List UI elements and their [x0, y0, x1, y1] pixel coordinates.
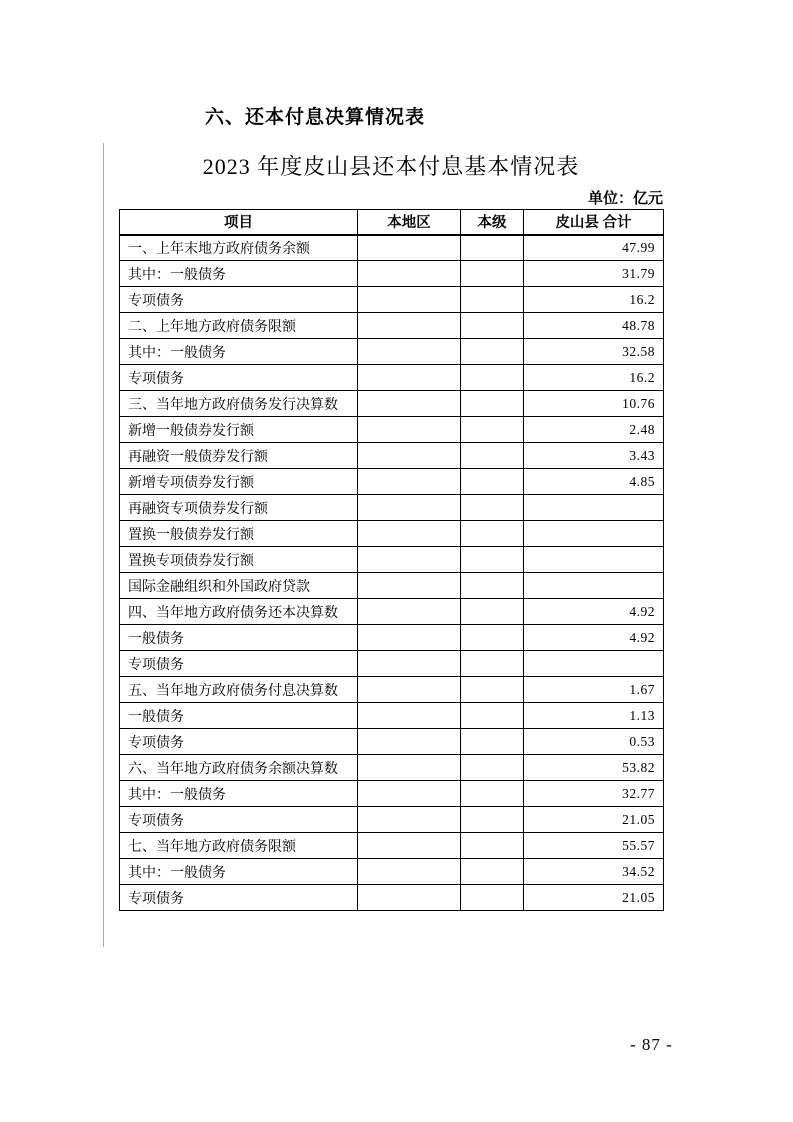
cell-county-level: [461, 755, 524, 781]
cell-total: 21.05: [524, 885, 664, 911]
cell-item: 六、当年地方政府债务余额决算数: [120, 755, 358, 781]
cell-county-level: [461, 677, 524, 703]
cell-local-region: [358, 651, 461, 677]
cell-total: 16.2: [524, 287, 664, 313]
cell-county-level: [461, 729, 524, 755]
cell-county-level: [461, 287, 524, 313]
table-row: [120, 417, 664, 443]
table-row: [120, 339, 664, 365]
cell-total: 3.43: [524, 443, 664, 469]
cell-local-region: [358, 833, 461, 859]
cell-local-region: [358, 547, 461, 573]
page-number: - 87 -: [630, 1035, 673, 1054]
cell-local-region: [358, 469, 461, 495]
table-row: [120, 755, 664, 781]
cell-total: 2.48: [524, 417, 664, 443]
unit-label: 单位：亿元: [587, 191, 663, 207]
cell-total: 4.85: [524, 469, 664, 495]
table-body: [120, 235, 664, 911]
table-row: [120, 625, 664, 651]
cell-item: 专项债务: [120, 807, 358, 833]
cell-county-level: [461, 807, 524, 833]
cell-county-level: [461, 235, 524, 261]
cell-local-region: [358, 573, 461, 599]
cell-local-region: [358, 859, 461, 885]
cell-item: 专项债务: [120, 287, 358, 313]
cell-item: 二、上年地方政府债务限额: [120, 313, 358, 339]
cell-item: 专项债务: [120, 651, 358, 677]
cell-total: [524, 495, 664, 521]
table-row: [120, 651, 664, 677]
cell-local-region: [358, 625, 461, 651]
cell-county-level: [461, 339, 524, 365]
cell-total: [524, 547, 664, 573]
cell-county-level: [461, 547, 524, 573]
table-row: [120, 443, 664, 469]
cell-local-region: [358, 781, 461, 807]
cell-item: 三、当年地方政府债务发行决算数: [120, 391, 358, 417]
cell-local-region: [358, 235, 461, 261]
left-margin-rule: [103, 143, 104, 947]
cell-county-level: [461, 599, 524, 625]
cell-county-level: [461, 833, 524, 859]
debt-table: [119, 209, 664, 911]
col-header-item: 项目: [120, 210, 358, 235]
cell-total: [524, 573, 664, 599]
table-row: [120, 287, 664, 313]
cell-item: 置换一般债券发行额: [120, 521, 358, 547]
cell-local-region: [358, 313, 461, 339]
cell-local-region: [358, 599, 461, 625]
cell-county-level: [461, 417, 524, 443]
table-row: [120, 547, 664, 573]
cell-county-level: [461, 391, 524, 417]
cell-item: 再融资专项债券发行额: [120, 495, 358, 521]
section-title: 六、还本付息决算情况表: [205, 107, 426, 128]
cell-county-level: [461, 443, 524, 469]
table-row: [120, 495, 664, 521]
cell-total: 1.67: [524, 677, 664, 703]
cell-county-level: [461, 573, 524, 599]
cell-item: 一般债务: [120, 625, 358, 651]
cell-total: 47.99: [524, 235, 664, 261]
cell-total: 10.76: [524, 391, 664, 417]
cell-total: 34.52: [524, 859, 664, 885]
cell-county-level: [461, 469, 524, 495]
cell-total: [524, 521, 664, 547]
cell-item: 四、当年地方政府债务还本决算数: [120, 599, 358, 625]
cell-item: 专项债务: [120, 885, 358, 911]
table-row: [120, 365, 664, 391]
cell-county-level: [461, 781, 524, 807]
table-row: [120, 833, 664, 859]
cell-local-region: [358, 261, 461, 287]
cell-county-level: [461, 703, 524, 729]
cell-local-region: [358, 807, 461, 833]
table-row: [120, 235, 664, 261]
table-row: [120, 703, 664, 729]
cell-item: 置换专项债券发行额: [120, 547, 358, 573]
cell-item: 五、当年地方政府债务付息决算数: [120, 677, 358, 703]
cell-total: 31.79: [524, 261, 664, 287]
table-row: [120, 677, 664, 703]
cell-item: 新增专项债券发行额: [120, 469, 358, 495]
table-title: 2023 年度皮山县还本付息基本情况表: [202, 154, 580, 179]
cell-total: 16.2: [524, 365, 664, 391]
table-header-row: [120, 210, 664, 235]
cell-local-region: [358, 495, 461, 521]
table-row: [120, 573, 664, 599]
cell-item: 七、当年地方政府债务限额: [120, 833, 358, 859]
cell-local-region: [358, 885, 461, 911]
cell-county-level: [461, 651, 524, 677]
cell-local-region: [358, 443, 461, 469]
cell-county-level: [461, 885, 524, 911]
cell-total: 32.58: [524, 339, 664, 365]
cell-local-region: [358, 755, 461, 781]
cell-county-level: [461, 313, 524, 339]
cell-total: 48.78: [524, 313, 664, 339]
cell-total: 55.57: [524, 833, 664, 859]
cell-local-region: [358, 703, 461, 729]
cell-item: 其中：一般债务: [120, 339, 358, 365]
cell-county-level: [461, 625, 524, 651]
cell-total: 1.13: [524, 703, 664, 729]
table-row: [120, 781, 664, 807]
table-row: [120, 807, 664, 833]
cell-item: 一、上年末地方政府债务余额: [120, 235, 358, 261]
cell-local-region: [358, 365, 461, 391]
cell-item: 其中：一般债务: [120, 781, 358, 807]
cell-item: 再融资一般债券发行额: [120, 443, 358, 469]
cell-item: 专项债务: [120, 365, 358, 391]
cell-total: 0.53: [524, 729, 664, 755]
cell-local-region: [358, 339, 461, 365]
cell-item: 专项债务: [120, 729, 358, 755]
cell-item: 一般债务: [120, 703, 358, 729]
col-header-local-region: 本地区: [358, 210, 461, 235]
cell-item: 新增一般债券发行额: [120, 417, 358, 443]
table-row: [120, 599, 664, 625]
table-row: [120, 521, 664, 547]
cell-local-region: [358, 521, 461, 547]
cell-local-region: [358, 287, 461, 313]
table-row: [120, 313, 664, 339]
cell-county-level: [461, 365, 524, 391]
table-row: [120, 469, 664, 495]
table-row: [120, 261, 664, 287]
cell-county-level: [461, 859, 524, 885]
cell-local-region: [358, 391, 461, 417]
cell-county-level: [461, 495, 524, 521]
cell-total: 53.82: [524, 755, 664, 781]
table-row: [120, 391, 664, 417]
cell-item: 其中：一般债务: [120, 859, 358, 885]
cell-item: 国际金融组织和外国政府贷款: [120, 573, 358, 599]
cell-total: 32.77: [524, 781, 664, 807]
cell-total: 4.92: [524, 599, 664, 625]
cell-county-level: [461, 521, 524, 547]
table-row: [120, 729, 664, 755]
cell-total: 21.05: [524, 807, 664, 833]
cell-total: 4.92: [524, 625, 664, 651]
cell-item: 其中：一般债务: [120, 261, 358, 287]
col-header-total: 皮山县 合计: [524, 210, 664, 235]
cell-total: [524, 651, 664, 677]
col-header-county-level: 本级: [461, 210, 524, 235]
cell-local-region: [358, 417, 461, 443]
cell-local-region: [358, 729, 461, 755]
cell-local-region: [358, 677, 461, 703]
cell-county-level: [461, 261, 524, 287]
table-row: [120, 859, 664, 885]
table-row: [120, 885, 664, 911]
